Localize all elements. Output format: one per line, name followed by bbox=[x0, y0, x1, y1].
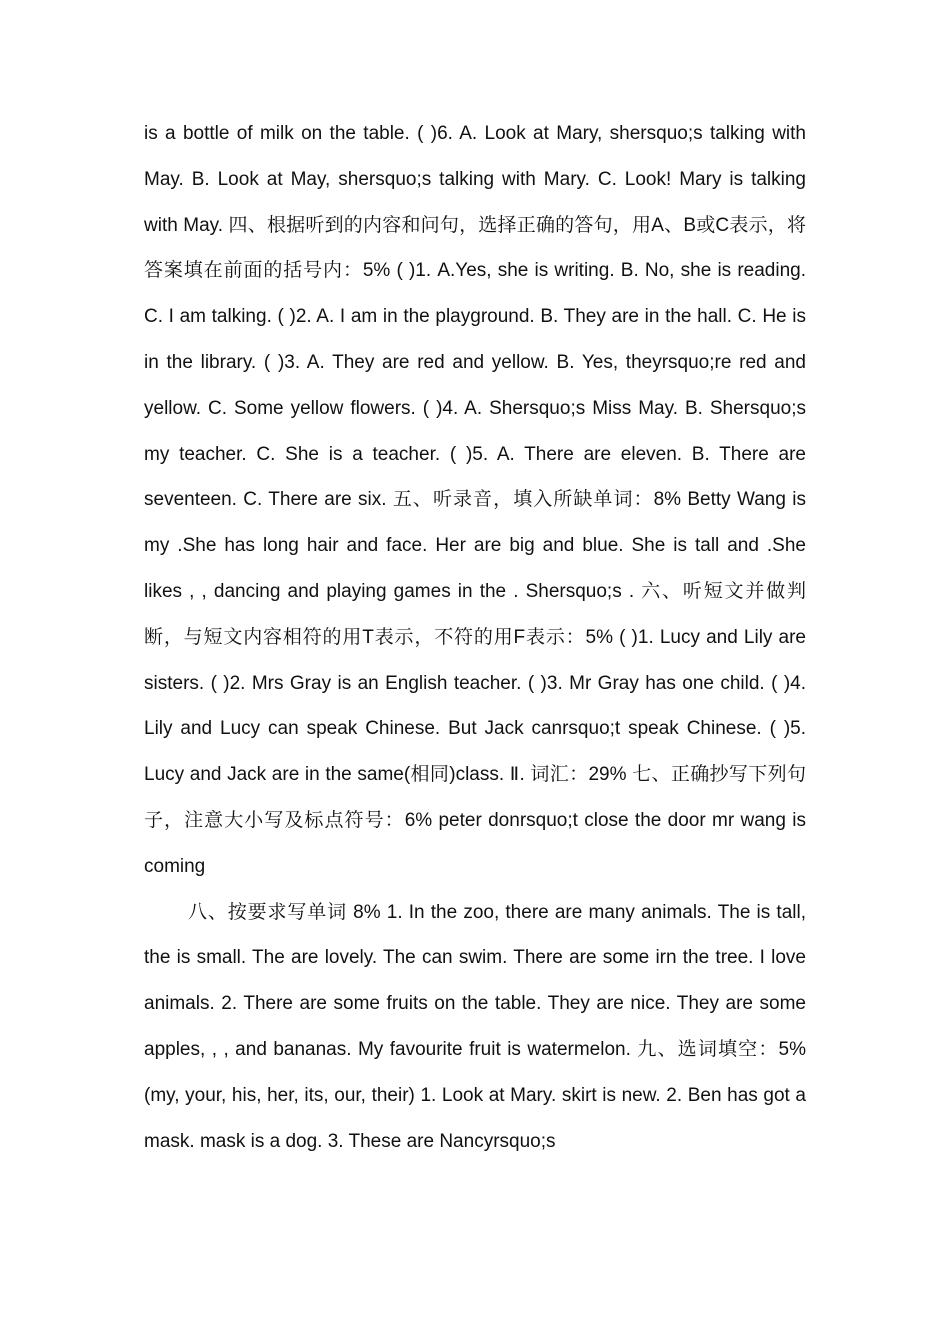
paragraph-listening-sections: is a bottle of milk on the table. ( )6. A. Look at Mary, shersquo;s talking with May. B. Look at May, shersquo;s talking with Mary. C. Look! Mary is talking with May. 四、根据听到的内容和问句，选择正确的答句，用A、B或C表示，将答案填在前面的括号内：5% ( )1. A.Yes, she is writing. B. No, she is reading. C. I am talking. ( )2. A. I am in the playground. B. They are in the hall. C. He is in the library. ( )3. A. They are red and yellow. B. Yes, theyrsquo;re red and yellow. C. Some yellow flowers. ( )4. A. Shersquo;s Miss May. B. Shersquo;s my teacher. C. She is a teacher. ( )5. A. There are eleven. B. There are seventeen. C. There are six. 五、听录音，填入所缺单词：8% Betty Wang is my .She has long hair and face. Her are big and blue. She is tall and .She likes , , dancing and playing games in the . Shersquo;s . 六、听短文并做判断，与短文内容相符的用T表示，不符的用F表示：5% ( )1. Lucy and Lily are sisters. ( )2. Mrs Gray is an English teacher. ( )3. Mr Gray has one child. ( )4. Lily and Lucy can speak Chinese. But Jack canrsquo;t speak Chinese. ( )5. Lucy and Jack are in the same(相同)class. Ⅱ. 词汇：29% 七、正确抄写下列句子，注意大小写及标点符号：6% peter donrsquo;t close the door mr wang is coming bbox=[144, 123, 806, 877]
paragraph-vocabulary-sections: 八、按要求写单词 8% 1. In the zoo, there are many animals. The is tall, the is small. The are lovely. The can swim. There are some irn the tree. I love animals. 2. There are some fruits on the table. They are nice. They are some apples, , , and bananas. My favourite fruit is watermelon. 九、选词填空：5% (my, your, his, her, its, our, their) 1. Look at Mary. skirt is new. 2. Ben has got a mask. mask is a dog. 3. These are Nancyrsquo;s bbox=[144, 901, 806, 1152]
document-body bbox=[144, 111, 806, 1164]
